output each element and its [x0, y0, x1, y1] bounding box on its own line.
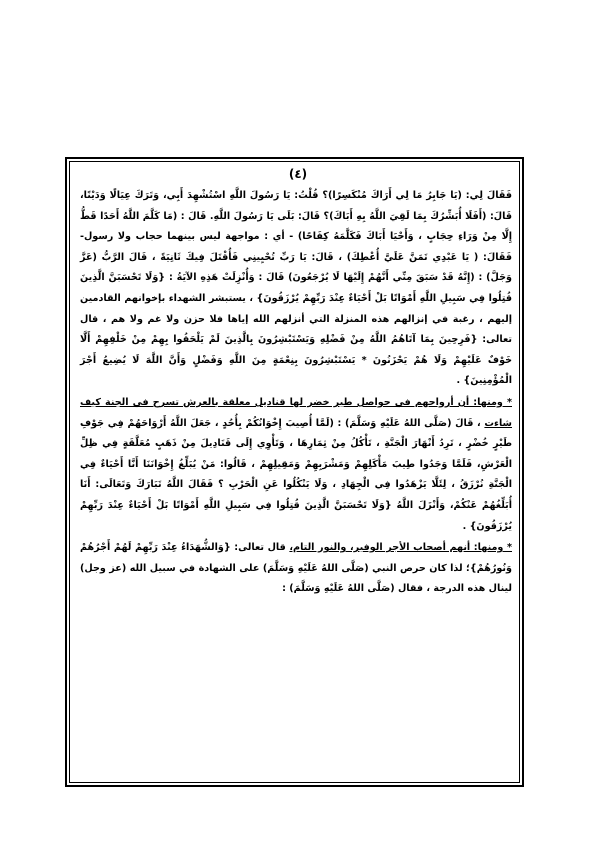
- paragraph-text: فَقَالَ لِي: (يَا جَابِرُ مَا لِي أَرَاكَ مُنْكَسِرًا)؟ قُلْتُ: يَا رَسُولَ اللَّهِ اسْتُشْهِدَ أَبِي، وَتَرَكَ عِيَالًا وَدَيْنًا، قَالَ: (أَفَلَا أُبَشِّرُكَ بِمَا لَقِيَ اللَّهُ بِهِ أَبَاكَ)؟ قَالَ: بَلَى يَا رَسُولَ اللَّهِ. قَالَ : (مَا كَلَّمَ اللَّهُ أَحَدًا قَطُّ إِلَّا مِنْ وَرَاءِ حِجَابٍ ، وَأَحْيَا أَبَاكَ فَكَلَّمَهُ كِفَاحًا) - أي : مواجهة ليس بينهما حجاب ولا رسول- فَقَالَ: ( يَا عَبْدِي تَمَنَّ عَلَيَّ أُعْطِكَ) ، قَالَ: يَا رَبِّ تُحْيِينِي فَأُقْتَلَ فِيكَ ثَانِيَةً ، قَالَ الرَّبُّ (عَزَّ وَجَلَّ) : (إِنَّهُ قَدْ سَبَقَ مِنِّي أَنَّهُمْ إِلَيْهَا لَا يُرْجَعُونَ) قَالَ : وَأُنْزِلَتْ هَذِهِ الآيَةُ : {وَلَا تَحْسَبَنَّ الَّذِينَ قُتِلُوا فِي سَبِيلِ اللَّهِ أَمْوَاتًا بَلْ أَحْيَاءٌ عِنْدَ رَبِّهِمْ يُرْزَقُونَ} ، يستبشر الشهداء بإخوانهم القادمين إليهم ، رغبة في إنزالهم هذه المنزلة التي أنزلهم الله إياها فلا حزن ولا غم ولا هم ، قال تعالى: {فَرِحِينَ بِمَا آتَاهُمُ اللَّهُ مِنْ فَضْلِهِ وَيَسْتَبْشِرُونَ بِالَّذِينَ لَمْ يَلْحَقُوا بِهِمْ مِنْ خَلْفِهِمْ أَلَّا خَوْفٌ عَلَيْهِمْ وَلَا هُمْ يَحْزَنُونَ * يَسْتَبْشِرُونَ بِنِعْمَةٍ مِنَ اللَّهِ وَفَضْلٍ وَأَنَّ اللَّهَ لَا يُضِيعُ أَجْرَ الْمُؤْمِنِينَ} .: [80, 190, 512, 387]
- paragraph-text: قال تعالى: {وَالشُّهَدَاءُ عِنْدَ رَبِّهِمْ لَهُمْ أَجْرُهُمْ وَنُورُهُمْ}؛ لذا كان حرص النبي (صَلَّى اللهُ عَلَيْهِ وَسَلَّمَ) على الشهادة في سبيل الله (عز وجل) لينال هذه الدرجة ، فقال (صَلَّى اللهُ عَلَيْهِ وَسَلَّمَ) :: [80, 542, 512, 595]
- paragraph-green-birds: [80, 393, 512, 537]
- page-number: (٤): [288, 167, 308, 181]
- paragraph-reward-light: [80, 538, 512, 600]
- section-heading: * ومنها: أن أرواحهم في حواصل طير خضر لها قناديل معلقة بالعرش تسرح في الجنة كيف شاءت: [80, 396, 512, 429]
- document-body: [80, 186, 512, 600]
- section-heading: * ومنها: أنهم أصحاب الأجر الوفير، والنور التام،: [289, 542, 512, 554]
- paragraph-text: ، قَالَ (صَلَّى اللهُ عَلَيْهِ وَسَلَّمَ) : (لَمَّا أُصِيبَ إِخْوَانُكُمْ بِأُحُدٍ ، جَعَلَ اللَّهُ أَرْوَاحَهُمْ فِي جَوْفِ طَيْرٍ خُضْرٍ ، تَرِدُ أَنْهَارَ الْجَنَّةِ ، تَأْكُلُ مِنْ ثِمَارِهَا ، وَتَأْوِي إِلَى قَنَادِيلَ مِنْ ذَهَبٍ مُعَلَّقَةٍ فِي ظِلِّ الْعَرْشِ، فَلَمَّا وَجَدُوا طِيبَ مَأْكَلِهِمْ وَمَشْرَبِهِمْ وَمَقِيلِهِمْ ، قَالُوا: مَنْ يُبَلِّغُ إِخْوَانَنَا أَنَّا أَحْيَاءٌ فِي الْجَنَّةِ نُرْزَقُ ، لِئَلَّا يَزْهَدُوا فِي الْجِهَادِ ، وَلَا يَنْكُلُوا عَنِ الْحَرْبِ ؟ فَقَالَ اللَّهُ تَبَارَكَ وَتَعَالَى: أَنَا أُبَلِّغُهُمْ عَنْكُمْ، وَأَنْزَلَ اللَّهُ {وَلَا تَحْسَبَنَّ الَّذِينَ قُتِلُوا فِي سَبِيلِ اللَّهِ أَمْوَاتًا بَلْ أَحْيَاءٌ عِنْدَ رَبِّهِمْ يُرْزَقُونَ} .: [80, 417, 512, 532]
- paragraph-hadith-jabir: [80, 186, 512, 392]
